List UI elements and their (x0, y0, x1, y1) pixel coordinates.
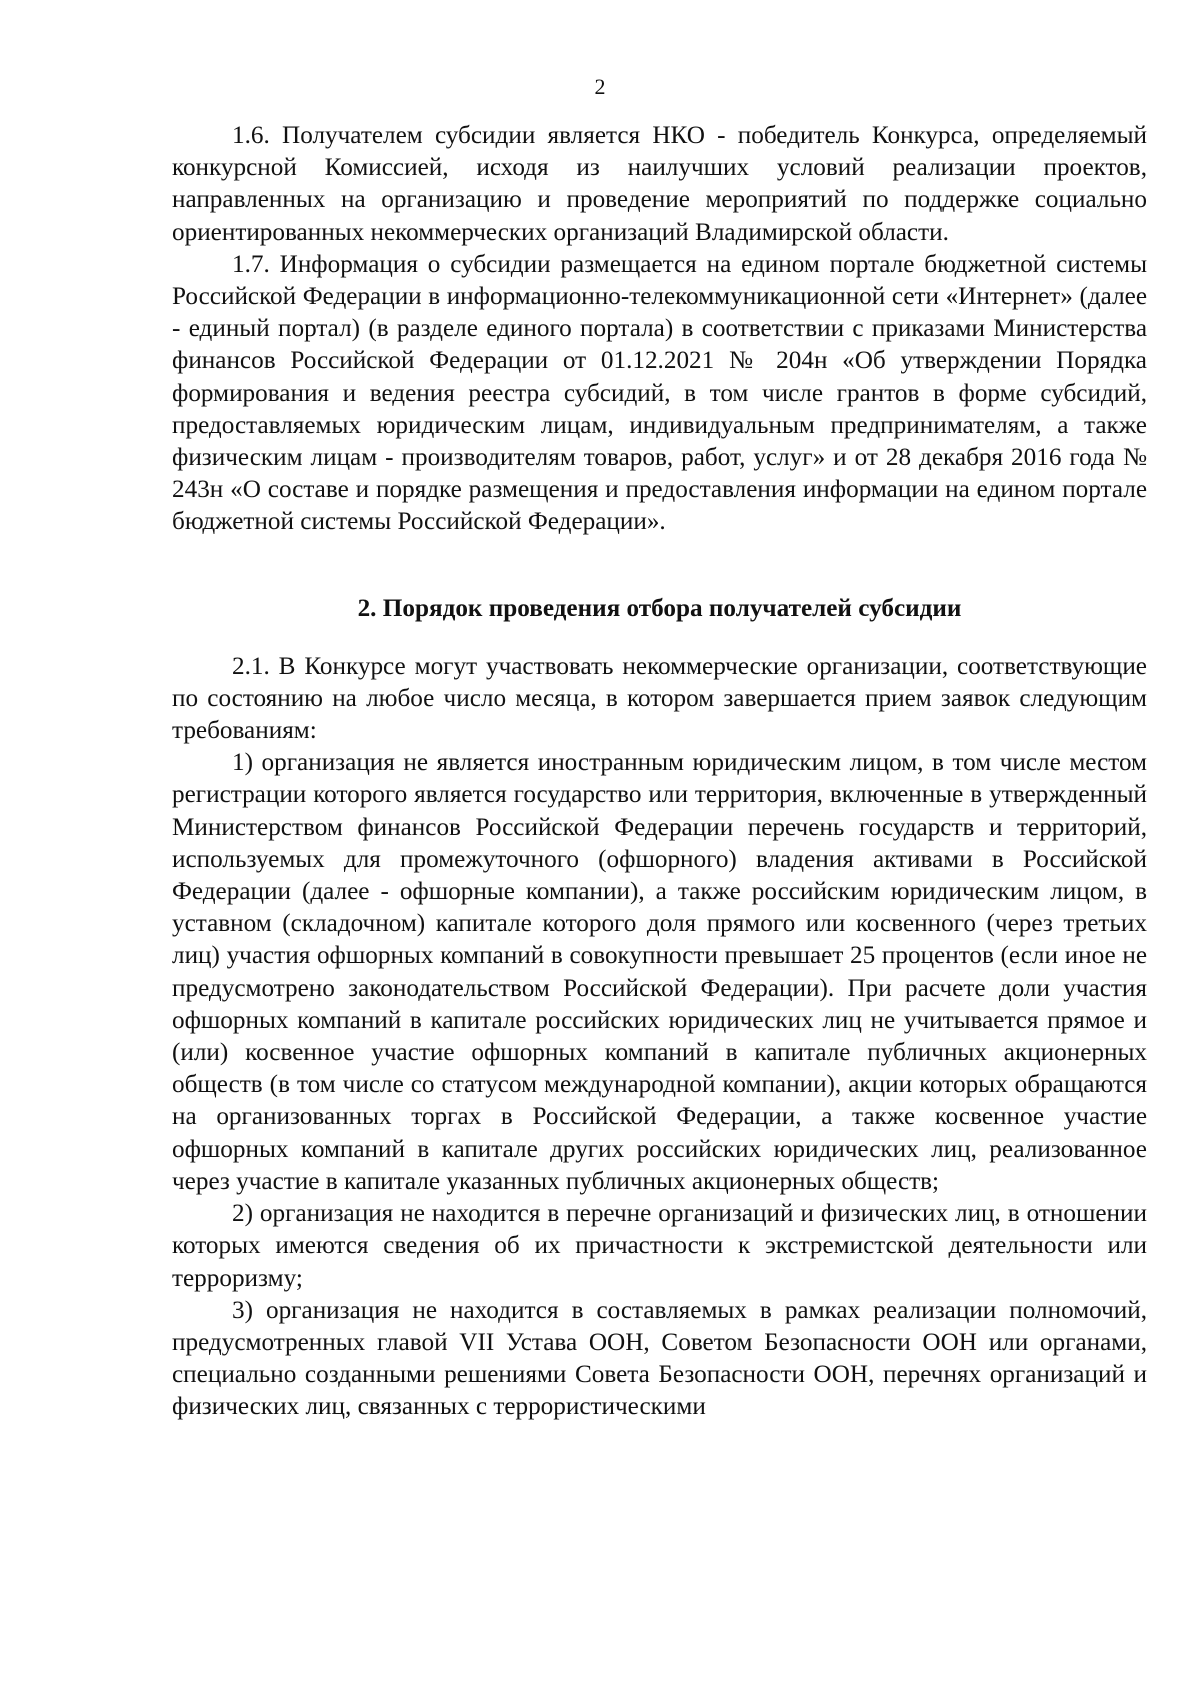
page-number: 2 (594, 74, 606, 99)
list-item-1: 1) организация не является иностранным юридическим лицом, в том числе местом регистрации которого является государство или территория, включенные в утвержденный Министерством финансов Российской Федерации перечень государств и территорий, используемых для промежуточного (офшорного) владения активами в Российской Федерации (далее - офшорные компании), а также российским юридическим лицом, в уставном (складочном) капитале которого доля прямого или косвенного (через третьих лиц) участия офшорных компаний в совокупности превышает 25 процентов (если иное не предусмотрено законодательством Российской Федерации). При расчете доли участия офшорных компаний в капитале российских юридических лиц не учитывается прямое и (или) косвенное участие офшорных компаний в капитале публичных акционерных обществ (в том числе со статусом международной компании), акции которых обращаются на организованных торгах в Российской Федерации, а также косвенное участие офшорных компаний в капитале других российских юридических лиц, реализованное через участие в капитале указанных публичных акционерных обществ; (172, 749, 1147, 1195)
document-body (172, 120, 1147, 1424)
section-heading: 2. Порядок проведения отбора получателей субсидии (357, 594, 962, 622)
paragraph-1-6: 1.6. Получателем субсидии является НКО - победитель Конкурса, определяемый конкурсной Комиссией, исходя из наилучших условий реализации проектов, направленных на организацию и проведение мероприятий по поддержке социально ориентированных некоммерческих организаций Владимирской области. (172, 122, 1147, 246)
list-item-3: 3) организация не находится в составляемых в рамках реализации полномочий, предусмотренных главой VII Устава ООН, Советом Безопасности ООН или органами, специально созданными решениями Совета Безопасности ООН, перечнях организаций и физических лиц, связанных с террористическими (172, 1296, 1147, 1421)
paragraph-2-1: 2.1. В Конкурсе могут участвовать некоммерческие организации, соответствующие по состоянию на любое число месяца, в котором завершается прием заявок следующим требованиям: (172, 652, 1147, 745)
list-item-2: 2) организация не находится в перечне организаций и физических лиц, в отношении которых имеются сведения об их причастности к экстремистской деятельности или терроризму; (172, 1200, 1147, 1292)
paragraph-1-7: 1.7. Информация о субсидии размещается на едином портале бюджетной системы Российской Федерации в информационно-телекоммуникационной сети «Интернет» (далее - единый портал) (в разделе единого портала) в соответствии с приказами Министерства финансов Российской Федерации от 01.12.2021 № 204н «Об утверждении Порядка формирования и ведения реестра субсидий, в том числе грантов в форме субсидий, предоставляемых юридическим лицам, индивидуальным предпринимателям, а также физическим лицам - производителям товаров, работ, услуг» и от 28 декабря 2016 года № 243н «О составе и порядке размещения и предоставления информации на едином портале бюджетной системы Российской Федерации». (172, 250, 1147, 536)
